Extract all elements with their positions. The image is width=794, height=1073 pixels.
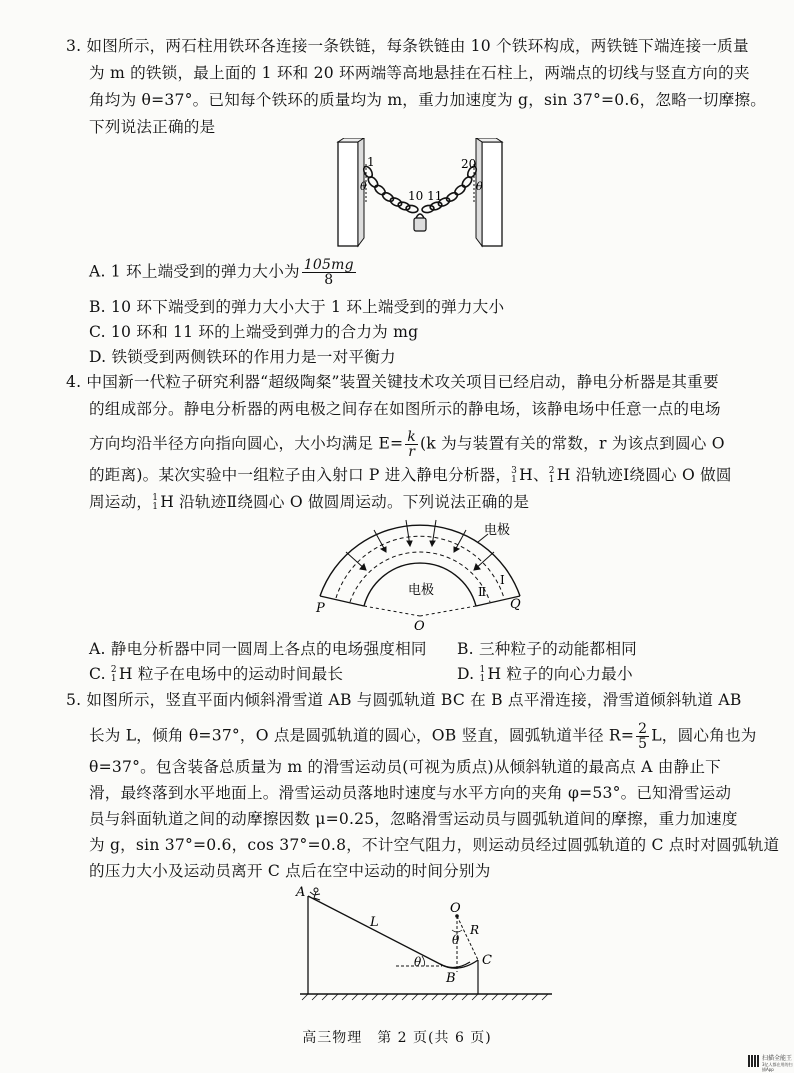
label-theta-slope: θ — [414, 955, 422, 969]
atomic-number: 1 — [511, 475, 518, 485]
q4-analyzer-figure — [312, 512, 532, 632]
q4-line-2: 的组成部分。静电分析器的两电极之间存在如图所示的静电场，该静电场中任意一点的电场 — [89, 400, 721, 418]
q5-line-5: 员与斜面轨道之间的动摩擦因数 μ=0.25，忽略滑雪运动员与圆弧轨道间的摩擦，重力加速度 — [89, 810, 738, 828]
q4-line-4 — [89, 465, 732, 485]
label-ring-1: 1 — [367, 155, 375, 169]
q3-chain-figure — [330, 138, 510, 248]
option-letter: C. — [89, 665, 111, 683]
label-ring-20: 20 — [461, 157, 477, 171]
q5-r-fraction — [636, 722, 649, 751]
q4-line-3-text-a: 方向均沿半径方向指向圆心，大小均满足 E= — [89, 434, 404, 453]
q3-option-c: C. 10 环和 11 环的上端受到弹力的合力为 mg — [89, 323, 419, 341]
element-symbol: H 沿轨迹Ⅰ绕圆心 O 做圆 — [556, 466, 732, 484]
isotope-2-1 — [111, 666, 119, 684]
q5-line-7: 的压力大小及运动员离开 C 点后在空中运动的时间分别为 — [89, 862, 491, 880]
q5-ski-figure — [290, 878, 560, 1004]
element-symbol: H、 — [519, 466, 549, 484]
q3-option-a-text: A. 1 环上端受到的弹力大小为 — [89, 262, 300, 281]
element-symbol: H 沿轨迹Ⅱ绕圆心 O 做圆周运动。下列说法正确的是 — [160, 493, 530, 511]
label-a: A — [296, 885, 306, 900]
label-o: O — [450, 901, 461, 916]
fraction-numerator: k — [407, 429, 416, 445]
q5-line-2-text-b: L，圆心角也为 — [651, 726, 757, 745]
fraction-numerator: 105mg — [303, 257, 354, 273]
mass-number: 3 — [511, 466, 518, 476]
q4-option-c — [89, 664, 343, 684]
isotope-3-1 — [511, 467, 519, 485]
mass-number: 2 — [548, 466, 555, 476]
q4-option-d — [457, 664, 633, 684]
isotope-1-1 — [152, 494, 160, 512]
label-theta-left: θ — [360, 180, 367, 193]
label-theta-arc: θ — [452, 933, 460, 947]
label-theta-right: θ — [476, 180, 483, 193]
q5-line-2-text-a: 长为 L，倾角 θ=37°，O 点是圆弧轨道的圆心，OB 竖直，圆弧轨道半径 R= — [89, 726, 635, 745]
q5-line-1: 5. 如图所示，竖直平面内倾斜滑雪道 AB 与圆弧轨道 BC 在 B 点平滑连接，滑雪道倾斜轨道 AB — [66, 691, 742, 709]
q3-line-2: 为 m 的铁锁，最上面的 1 环和 20 环两端等高地悬挂在石柱上，两端点的切线与竖直方向的夹 — [89, 64, 750, 82]
q3-option-b: B. 10 环下端受到的弹力大小大于 1 环上端受到的弹力大小 — [89, 298, 505, 316]
q3-option-a-fraction — [302, 258, 356, 287]
q3-line-4: 下列说法正确的是 — [89, 118, 216, 136]
page-footer: 高三物理 第 2 页(共 6 页) — [302, 1030, 492, 1046]
label-track-2: Ⅱ — [478, 585, 487, 599]
q4-line-1: 4. 中国新一代粒子研究利器“超级陶粲”装置关键技术攻关项目已经启动，静电分析器是其重要 — [66, 373, 719, 391]
label-o: O — [414, 619, 425, 632]
q5-line-3: θ=37°。包含装备总质量为 m 的滑雪运动员(可视为质点)从倾斜轨道的最高点 A 由静止下 — [89, 758, 721, 776]
fraction-denominator: 8 — [324, 272, 334, 288]
atomic-number: 1 — [110, 674, 117, 684]
q4-line-3 — [89, 430, 725, 459]
q4-line-5 — [89, 492, 529, 512]
label-c: C — [482, 953, 492, 968]
q3-line-1: 3. 如图所示，两石柱用铁环各连接一条铁链，每条铁链由 10 个铁环构成，两铁链下端连接一质量 — [66, 37, 749, 55]
q4-line-3-text-b: (k 为与装置有关的常数，r 为该点到圆心 O — [419, 434, 725, 453]
q5-line-6: 为 g，sin 37°=0.6，cos 37°=0.8，不计空气阻力，则运动员经过圆弧轨道的 C 点时对圆弧轨道 — [89, 836, 780, 854]
atomic-number: 1 — [152, 502, 159, 512]
isotope-1-1 — [479, 666, 487, 684]
mass-number: 2 — [110, 665, 117, 675]
atomic-number: 1 — [479, 674, 486, 684]
q4-option-b: B. 三种粒子的动能都相同 — [457, 640, 637, 658]
q3-option-d: D. 铁锁受到两侧铁环的作用力是一对平衡力 — [89, 348, 396, 366]
watermark-line-1: 扫描全能王 — [762, 1055, 793, 1062]
fraction-denominator: 5 — [638, 736, 648, 752]
option-text: H 粒子的向心力最小 — [487, 665, 633, 683]
q4-e-fraction — [405, 430, 418, 459]
option-letter: D. — [457, 665, 480, 683]
q3-line-3: 角均为 θ=37°。已知每个铁环的质量均为 m，重力加速度为 g，sin 37°=0.6，忽略一切摩擦。 — [89, 91, 767, 109]
label-electrode-inner: 电极 — [408, 583, 435, 598]
q4-line-5-text: 周运动， — [89, 493, 153, 511]
label-p: P — [316, 601, 325, 616]
q3-option-a — [89, 258, 358, 287]
qr-code-icon — [748, 1055, 760, 1067]
q4-line-4-text: 的距离)。某次实验中一组粒子由入射口 P 进入静电分析器， — [89, 466, 512, 484]
label-q: Q — [510, 597, 521, 612]
mass-number: 1 — [152, 493, 159, 503]
fraction-denominator: r — [408, 444, 416, 460]
label-b: B — [446, 971, 456, 986]
atomic-number: 1 — [548, 475, 555, 485]
watermark-line-2: 3亿人都在用的扫描App — [762, 1062, 793, 1072]
label-l: L — [370, 915, 379, 930]
isotope-2-1 — [549, 467, 557, 485]
fraction-numerator: 2 — [638, 721, 648, 737]
q5-line-4: 滑，最终落到水平地面上。滑雪运动员落地时速度与水平方向的夹角 φ=53°。已知滑雪运动 — [89, 784, 732, 802]
label-ring-10-11: 10 11 — [408, 189, 443, 203]
option-text: H 粒子在电场中的运动时间最长 — [118, 665, 344, 683]
label-r: R — [470, 923, 480, 937]
q5-line-2 — [89, 722, 757, 751]
mass-number: 1 — [479, 665, 486, 675]
q4-option-a: A. 静电分析器中同一圆周上各点的电场强度相同 — [89, 640, 427, 658]
scanner-watermark — [762, 1055, 794, 1072]
label-electrode-outer: 电极 — [484, 523, 511, 538]
label-track-1: Ⅰ — [500, 573, 505, 587]
